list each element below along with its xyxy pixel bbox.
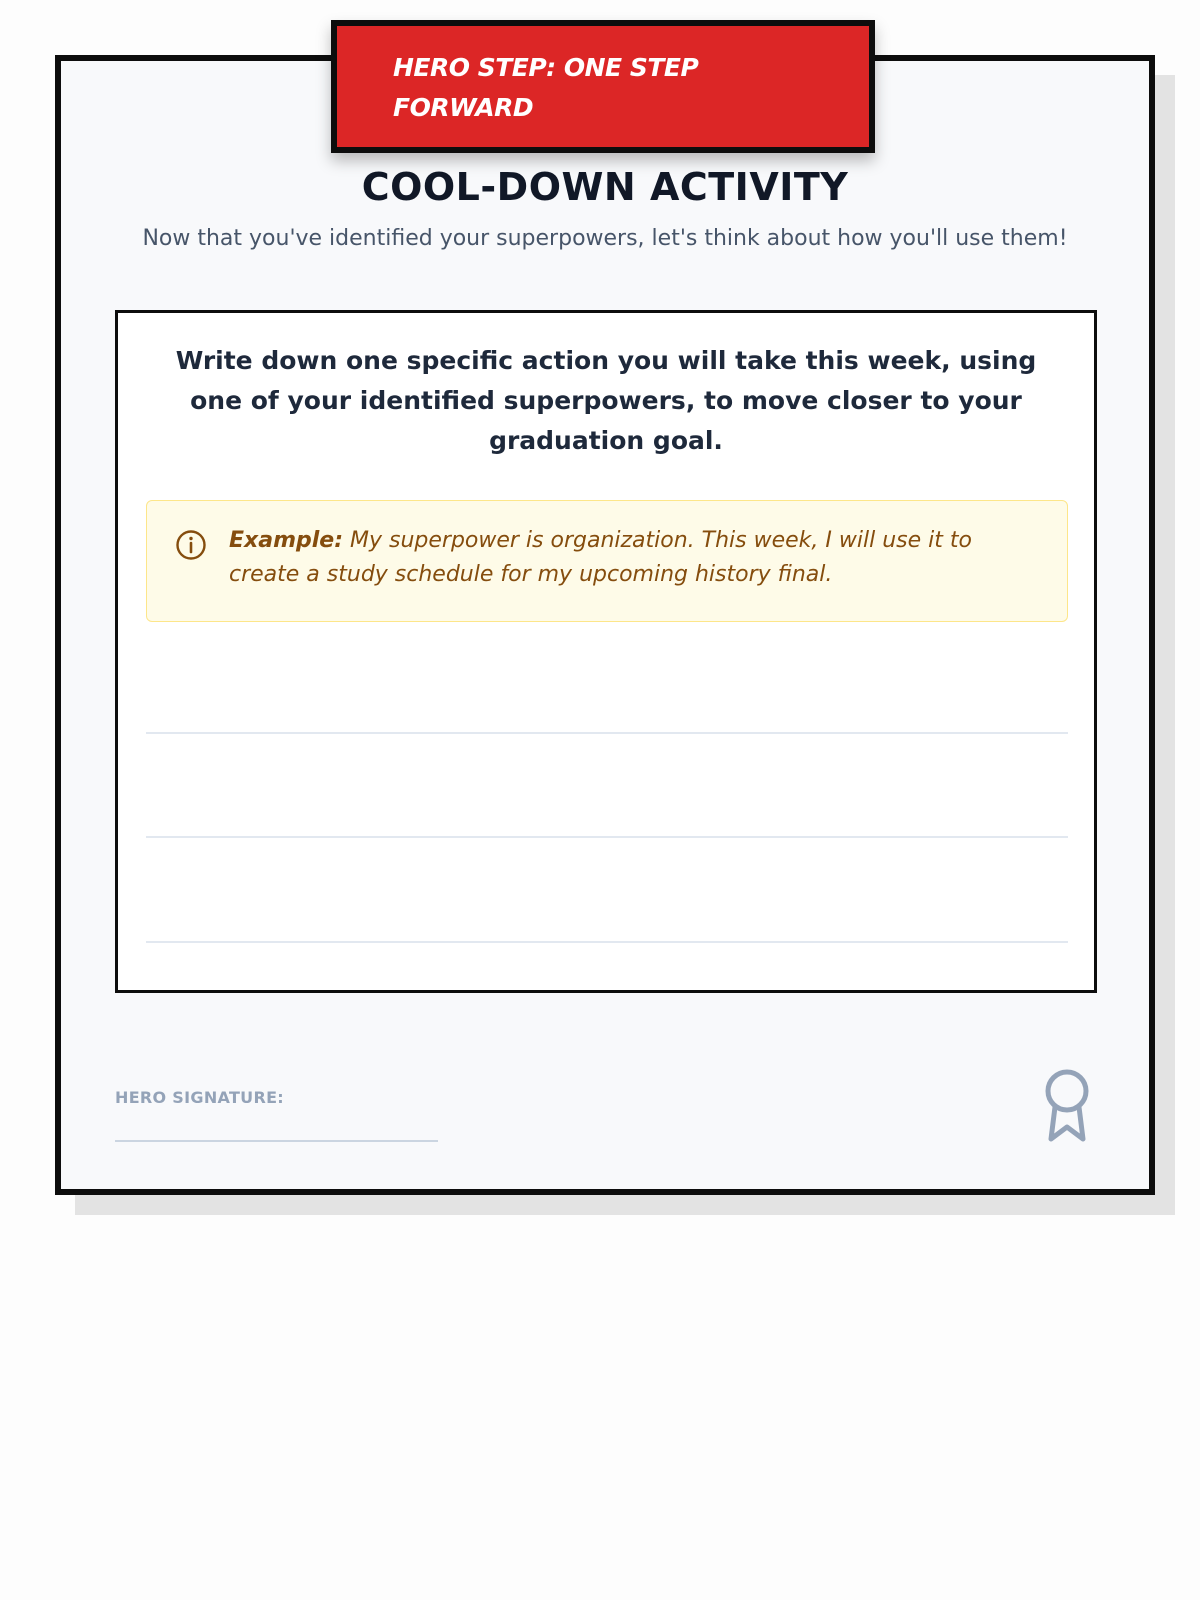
page-title: COOL-DOWN ACTIVITY <box>361 165 849 209</box>
award-ribbon-icon <box>1041 1067 1093 1145</box>
info-icon <box>175 529 207 561</box>
answer-line-3[interactable] <box>146 941 1068 943</box>
example-text <box>229 524 1039 592</box>
page-subtitle: Now that you've identified your superpowers, let's think about how you'll use them! <box>142 226 1068 251</box>
example-callout <box>146 500 1068 622</box>
signature-line[interactable] <box>115 1140 438 1142</box>
answer-line-2[interactable] <box>146 836 1068 838</box>
signature-label: HERO SIGNATURE: <box>115 1088 285 1107</box>
prompt-text: Write down one specific action you will take this week, using one of your identified superpowers, to move closer to your graduation goal. <box>175 346 1037 455</box>
example-body: My superpower is organization. This week, I will use it to create a study schedule for my upcoming history final. <box>229 528 972 587</box>
banner-text: HERO STEP: ONE STEP FORWARD <box>393 53 699 122</box>
prompt-box <box>115 310 1097 993</box>
hero-step-banner <box>331 20 875 153</box>
activity-card <box>55 55 1155 1195</box>
example-label: Example: <box>229 528 343 553</box>
answer-line-1[interactable] <box>146 732 1068 734</box>
